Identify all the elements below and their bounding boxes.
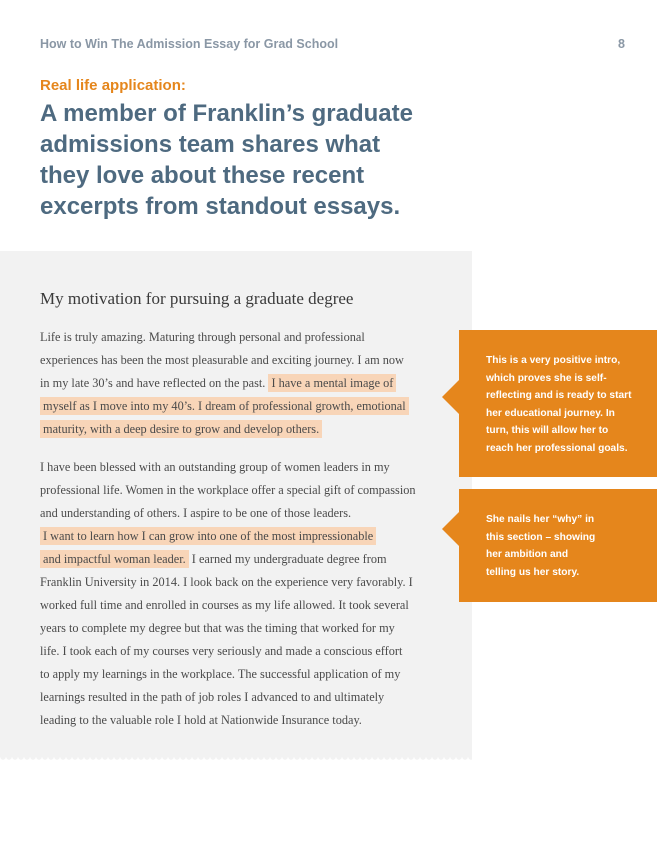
callout-line: turn, this will allow her to xyxy=(486,425,609,436)
essay-line: worked full time and enrolled in courses as my life allowed. It took several xyxy=(40,598,409,612)
header-title: How to Win The Admission Essay for Grad School xyxy=(40,37,339,51)
callout-line: which proves she is self- xyxy=(486,372,607,384)
headline-line: admissions team shares what xyxy=(40,131,381,158)
highlighted-text: I want to learn how I can grow into one of the most impressionable xyxy=(40,527,376,545)
highlighted-text: and impactful woman leader. xyxy=(40,550,189,568)
callout-line: her educational journey. In xyxy=(486,407,615,419)
essay-text-run: I earned my undergraduate degree from xyxy=(188,552,387,566)
essay-text-run: in my late 30’s and have reflected on the past. xyxy=(40,376,269,390)
essay-paragraph-2 xyxy=(40,456,440,732)
callout-note-intro xyxy=(459,330,657,477)
highlighted-text: maturity, with a deep desire to grow and develop others. xyxy=(40,420,322,438)
essay-line xyxy=(40,372,440,395)
essay-line: to apply my learnings in the workplace. The successful application of my xyxy=(40,667,401,681)
essay-line: and understanding of others. I aspire to be one of those leaders. xyxy=(40,506,352,520)
essay-heading: My motivation for pursuing a graduate degree xyxy=(40,289,354,308)
callout-note-why xyxy=(459,489,657,602)
headline-line: A member of Franklin’s graduate xyxy=(40,100,413,127)
essay-line xyxy=(40,548,440,571)
essay-line: leading to the valuable role I hold at Nationwide Insurance today. xyxy=(40,713,362,727)
essay-line xyxy=(40,395,440,418)
headline xyxy=(40,98,460,222)
callout-line: This is a very positive intro, xyxy=(486,355,621,366)
callout-line: this section – showing xyxy=(486,531,596,543)
callout-line: reach her professional goals. xyxy=(486,442,628,454)
callout-line: reflecting and is ready to start xyxy=(486,390,632,401)
essay-line xyxy=(40,525,440,548)
essay-line: Franklin University in 2014. I look back on the experience very favorably. I xyxy=(40,575,413,589)
essay-line: I have been blessed with an outstanding group of women leaders in my xyxy=(40,460,390,474)
highlighted-text: I have a mental image of xyxy=(268,374,396,392)
essay-line: Life is truly amazing. Maturing through personal and professional xyxy=(40,330,365,344)
essay-paragraph-1 xyxy=(40,326,440,441)
essay-line: learnings resulted in the path of job roles I advanced to and ultimately xyxy=(40,690,385,704)
essay-line xyxy=(40,418,440,441)
callout-line: her ambition and xyxy=(486,549,569,560)
essay-line: experiences has been the most pleasurable and exciting journey. I am now xyxy=(40,353,404,367)
essay-line: years to complete my degree but that was the timing that worked for my xyxy=(40,621,395,635)
section-kicker: Real life application: xyxy=(40,77,186,94)
headline-line: they love about these recent xyxy=(40,162,365,189)
essay-line: life. I took each of my courses very seriously and made a conscious effort xyxy=(40,644,403,658)
callout-line: telling us her story. xyxy=(486,566,580,578)
page-number: 8 xyxy=(618,37,625,51)
headline-line: excerpts from standout essays. xyxy=(40,193,401,220)
callout-line: She nails her “why” in xyxy=(486,514,595,525)
highlighted-text: myself as I move into my 40’s. I dream of professional growth, emotional xyxy=(40,397,409,415)
essay-line: professional life. Women in the workplace offer a special gift of compassion xyxy=(40,483,416,497)
